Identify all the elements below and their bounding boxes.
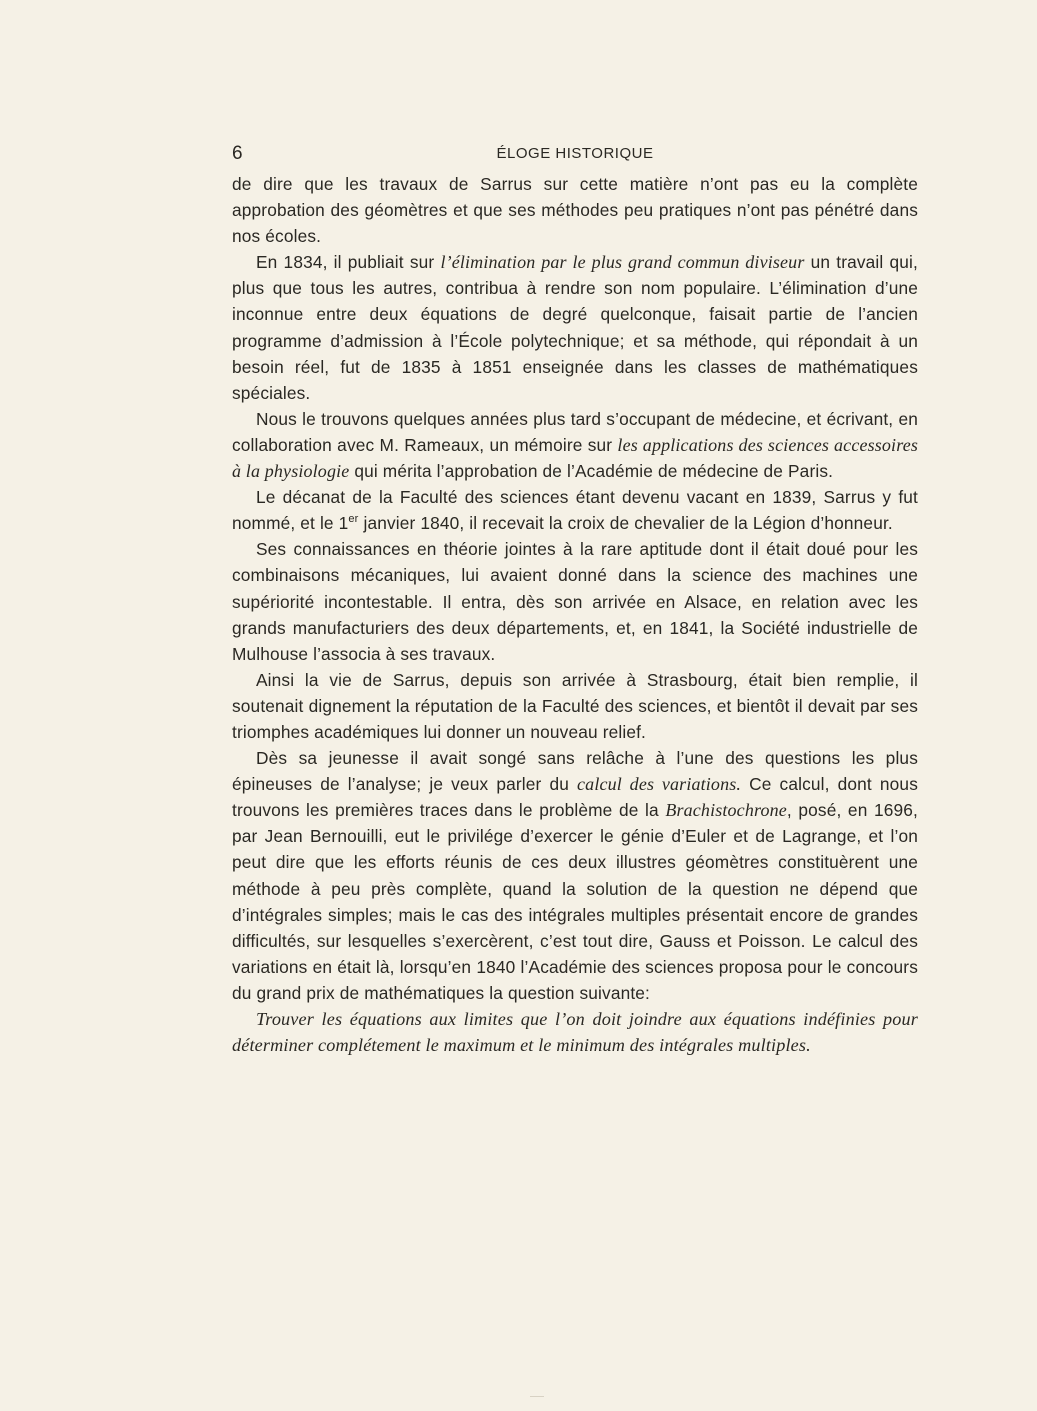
paragraph-1 (232, 171, 918, 249)
paragraph-6 (232, 667, 918, 745)
prize-question (232, 1006, 918, 1058)
paragraph-3-italic-title: les applications des sciences accessoires à la physiologie (232, 434, 918, 482)
body-text (232, 171, 918, 1058)
prize-question-text: Trouver les équations aux limites que l’on doit joindre aux équations indéfinies pour déterminer complétement le maximum et le minimum des intégrales multiples. (232, 1009, 918, 1056)
paragraph-2-text-b: un travail qui, plus que tous les autres, contribua à rendre son nom populaire. L’élimination d’une inconnue entre deux équations de degré quelconque, faisait partie de l’ancien programme d’admission à l’École polytechnique; et sa méthode, qui répondait à un besoin réel, fut de 1835 à 1851 enseignée dans les classes de mathématiques spéciales. (232, 252, 918, 403)
paragraph-7-text-c: , posé, en 1696, par Jean Bernouilli, eut le privilége d’exercer le génie d’Euler et de Lagrange, et l’on peut dire que les efforts réunis de ces deux illustres géomètres constituèrent une méthode à peu près complète, quand la solution de la question ne dépend que d’intégrales simples; mais le cas des intégrales multiples présentait encore de grandes difficultés, sur lesquelles s’exercèrent, c’est tout dire, Gauss et Poisson. Le calcul des variations en était là, lorsqu’en 1840 l’Académie des sciences proposa pour le concours du grand prix de mathématiques la question suivante: (232, 800, 918, 1003)
paragraph-3-text-a: Nous le trouvons quelques années plus tard s’occupant de médecine, et écrivant, en collaboration avec M. Rameaux, un mémoire sur (232, 408, 918, 455)
paragraph-4-text-a: Le décanat de la Faculté des sciences étant devenu vacant en 1839, Sarrus y fut nommé, et le 1 (232, 487, 918, 534)
paragraph-3 (232, 406, 918, 484)
paragraph-7-italic-brachistochrone: Brachistochrone (665, 800, 787, 821)
running-head (232, 143, 918, 167)
paragraph-7-italic-calcul: calcul des variations. (577, 774, 742, 795)
paragraph-7-text-a: Dès sa jeunesse il avait songé sans relâche à l’une des questions les plus épineuses de l’analyse; je veux parler du (232, 748, 918, 795)
paragraph-4-superscript: er (348, 513, 359, 526)
paragraph-4-text-b: janvier 1840, il recevait la croix de chevalier de la Légion d’honneur. (358, 513, 893, 534)
page-number: 6 (232, 143, 243, 164)
paragraph-7-text-b: Ce calcul, dont nous trouvons les premières traces dans le problème de la (232, 774, 918, 821)
paragraph-2-text-a: En 1834, il publiait sur (256, 252, 441, 273)
paragraph-7 (232, 745, 918, 1006)
paragraph-3-text-b: qui mérita l’approbation de l’Académie de médecine de Paris. (349, 461, 834, 482)
paragraph-6-text: Ainsi la vie de Sarrus, depuis son arrivée à Strasbourg, était bien remplie, il soutenait dignement la réputation de la Faculté des sciences, et bientôt il devait par ses triomphes académiques lui donner un nouveau relief. (232, 669, 918, 742)
page-bottom-mark (530, 1396, 544, 1397)
paragraph-5-text: Ses connaissances en théorie jointes à la rare aptitude dont il était doué pour les combinaisons mécaniques, lui avaient donné dans la science des machines une supériorité incontestable. Il entra, dès son arrivée en Alsace, en relation avec les grands manufacturiers des deux départements, et, en 1841, la Société industrielle de Mulhouse l’associa à ses travaux. (232, 539, 918, 664)
running-title: ÉLOGE HISTORIQUE (496, 145, 654, 162)
paragraph-2-italic-title: l’élimination par le plus grand commun diviseur (440, 252, 805, 273)
paragraph-1-text: de dire que les travaux de Sarrus sur cette matière n’ont pas eu la complète approbation des géomètres et que ses méthodes peu pratiques n’ont pas pénétré dans nos écoles. (232, 174, 918, 247)
paragraph-5 (232, 536, 918, 666)
paragraph-2 (232, 249, 918, 406)
paragraph-4 (232, 484, 918, 536)
